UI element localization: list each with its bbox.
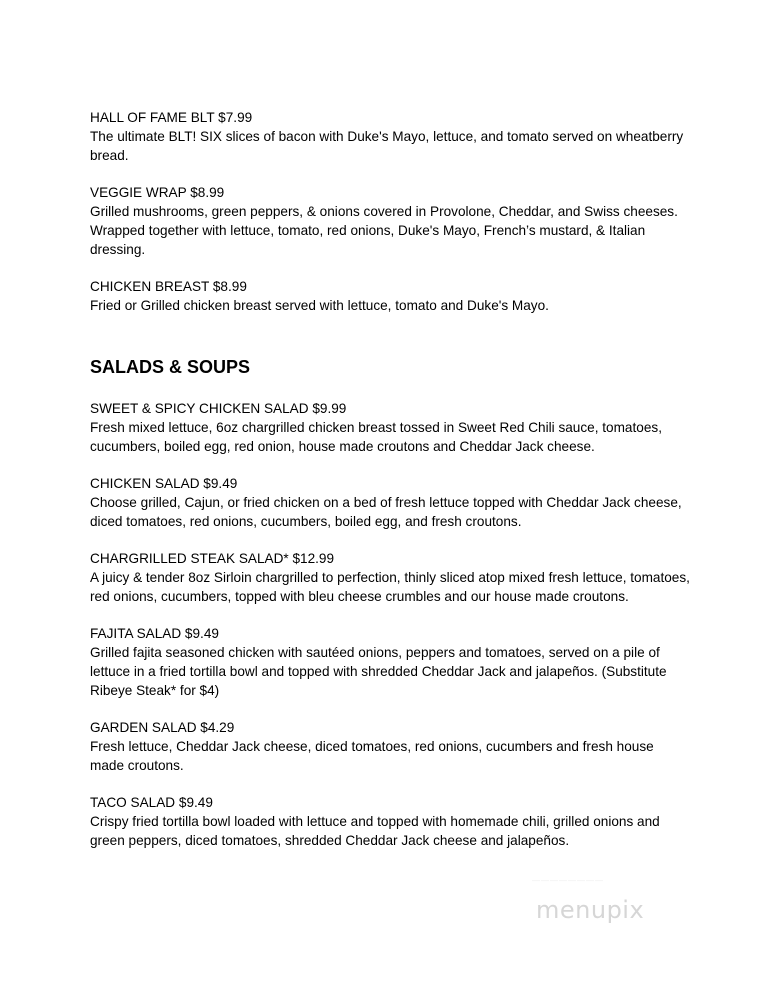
menu-item-description: Crispy fried tortilla bowl loaded with lettuce and topped with homemade chili, grilled onions and green peppers, diced tomatoes, shredded Cheddar Jack cheese and jalapeños.	[90, 814, 660, 848]
watermark-logo: menupix	[536, 896, 645, 924]
menu-item-description: The ultimate BLT! SIX slices of bacon with Duke's Mayo, lettuce, and tomato served on wheatberry bread.	[90, 129, 684, 163]
menupix-watermark	[528, 876, 688, 936]
menu-item-description: Fresh mixed lettuce, 6oz chargrilled chicken breast tossed in Sweet Red Chili sauce, tomatoes, cucumbers, boiled egg, red onion, house made croutons and Cheddar Jack cheese.	[90, 420, 662, 454]
menu-page	[90, 108, 690, 868]
menu-item	[90, 183, 690, 259]
menu-item	[90, 108, 690, 165]
menu-item-description: Grilled mushrooms, green peppers, & onions covered in Provolone, Cheddar, and Swiss cheeses. Wrapped together with lettuce, tomato, red onions, Duke's Mayo, French’s mustard, & Italian dressing.	[90, 204, 678, 257]
menu-item-title: CHICKEN BREAST $8.99	[90, 279, 247, 294]
menu-item-title: CHICKEN SALAD $9.49	[90, 476, 238, 491]
menu-item-title: CHARGRILLED STEAK SALAD* $12.99	[90, 551, 335, 566]
menu-item	[90, 399, 690, 456]
menu-item-title: FAJITA SALAD $9.49	[90, 626, 219, 641]
menu-item-description: Choose grilled, Cajun, or fried chicken on a bed of fresh lettuce topped with Cheddar Jack cheese, diced tomatoes, red onions, cucumbers, boiled egg, and fresh croutons.	[90, 495, 682, 529]
menu-item	[90, 624, 690, 700]
menu-item-title: GARDEN SALAD $4.29	[90, 720, 235, 735]
menu-item-title: VEGGIE WRAP $8.99	[90, 185, 225, 200]
menu-item-title: HALL OF FAME BLT $7.99	[90, 110, 253, 125]
menu-item	[90, 549, 690, 606]
menu-item	[90, 474, 690, 531]
menu-item-title: TACO SALAD $9.49	[90, 795, 213, 810]
menu-item	[90, 718, 690, 775]
section-heading: SALADS & SOUPS	[90, 357, 251, 377]
menu-item-description: A juicy & tender 8oz Sirloin chargrilled to perfection, thinly sliced atop mixed fresh lettuce, tomatoes, red onions, cucumbers, topped with bleu cheese crumbles and our house made croutons.	[90, 570, 690, 604]
menu-item	[90, 277, 690, 315]
menu-item-title: SWEET & SPICY CHICKEN SALAD $9.99	[90, 401, 347, 416]
menu-item-description: Fresh lettuce, Cheddar Jack cheese, diced tomatoes, red onions, cucumbers and fresh house made croutons.	[90, 739, 654, 773]
watermark-faint-line: ――――――――	[532, 876, 604, 885]
menu-item-description: Fried or Grilled chicken breast served with lettuce, tomato and Duke's Mayo.	[90, 298, 549, 313]
menu-item	[90, 793, 690, 850]
menu-item-description: Grilled fajita seasoned chicken with sautéed onions, peppers and tomatoes, served on a pile of lettuce in a fried tortilla bowl and topped with shredded Cheddar Jack and jalapeños. (Substitute Ribeye Steak* for $4)	[90, 645, 667, 698]
